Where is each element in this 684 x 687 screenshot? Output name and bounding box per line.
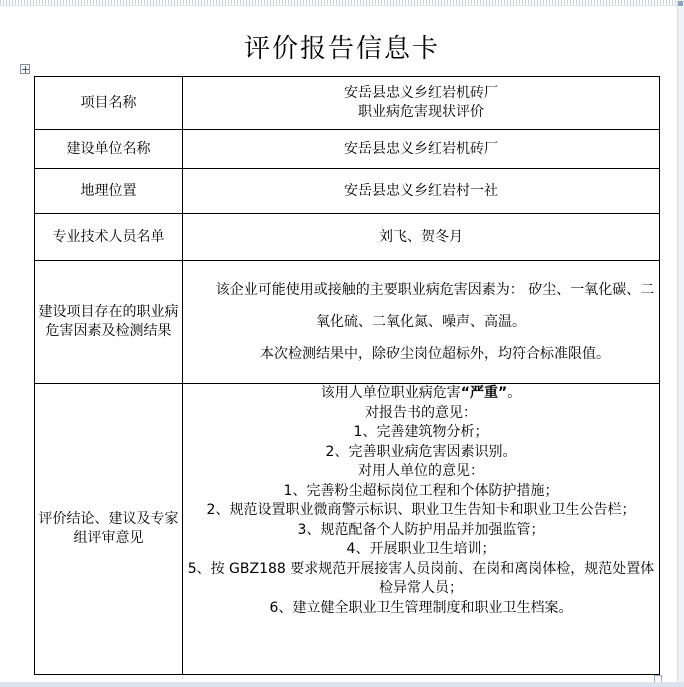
table-row-technicians xyxy=(35,214,660,261)
employer-opinion-item: 1、完善粉尘超标岗位工程和个体防护措施； xyxy=(283,482,559,499)
page-corner-marker xyxy=(678,1,683,6)
report-opinion-item: 1、完善建筑物分析； xyxy=(353,424,489,440)
hazards-label: 建设项目存在的职业病危害因素及检测结果 xyxy=(35,261,183,384)
page-edge-right xyxy=(677,0,684,687)
table-row-conclusion xyxy=(35,384,660,675)
construction-unit-label: 建设单位名称 xyxy=(35,130,183,169)
hazards-factors-paragraph: 该企业可能使用或接触的主要职业病危害因素为： 矽尘、一氧化碳、二氧化硫、二氧化氮、噪声、高温。 xyxy=(215,282,655,330)
employer-opinion-item: 3、规范配备个人防护用品并加强监管； xyxy=(297,521,545,538)
location-value: 安岳县忠义乡红岩村一社 xyxy=(183,169,660,214)
table-row-project-name xyxy=(35,77,660,130)
project-name-value-line1: 安岳县忠义乡红岩机砖厂 xyxy=(344,85,498,101)
report-opinion-item: 2、完善职业病危害因素识别。 xyxy=(325,443,517,460)
page-title: 评价报告信息卡 xyxy=(243,34,440,64)
severity-statement xyxy=(183,384,659,404)
construction-unit-value: 安岳县忠义乡红岩机砖厂 xyxy=(183,130,660,169)
table-row-hazards xyxy=(35,261,660,384)
info-card-table xyxy=(34,76,660,675)
hazards-results-paragraph: 本次检测结果中，除矽尘岗位超标外，均符合标准限值。 xyxy=(260,346,610,362)
severity-prefix: 该用人单位职业病危害 xyxy=(320,385,461,401)
project-name-label: 项目名称 xyxy=(35,77,183,130)
hazards-value xyxy=(183,261,660,384)
table-move-handle-icon[interactable] xyxy=(20,64,30,74)
project-name-value-line2: 职业病危害现状评价 xyxy=(358,104,484,120)
location-label: 地理位置 xyxy=(35,169,183,214)
severity-suffix: 。 xyxy=(507,385,522,401)
table-row-construction-unit xyxy=(35,130,660,169)
employer-opinion-item: 5、按 GBZ188 要求规范开展接害人员岗前、在岗和离岗体检，规范处置体检异常人员； xyxy=(187,560,655,596)
employer-opinion-item: 6、建立健全职业卫生管理制度和职业卫生档案。 xyxy=(269,599,573,616)
employer-opinions-heading: 对用人单位的意见： xyxy=(358,463,484,479)
employer-opinion-item: 2、规范设置职业微商警示标识、职业卫生告知卡和职业卫生公告栏； xyxy=(206,502,636,518)
table-row-location xyxy=(35,169,660,214)
technicians-value: 刘飞、贺冬月 xyxy=(183,214,660,261)
conclusion-label: 评价结论、建议及专家组评审意见 xyxy=(35,384,183,675)
severity-level: “严重” xyxy=(460,385,508,401)
conclusion-value xyxy=(183,384,660,675)
report-opinions-heading: 对报告书的意见： xyxy=(365,404,477,421)
employer-opinion-item: 4、开展职业卫生培训； xyxy=(346,541,496,557)
page-edge-top xyxy=(0,0,684,6)
technicians-label: 专业技术人员名单 xyxy=(35,214,183,261)
page-edge-bottom xyxy=(0,682,684,687)
project-name-value xyxy=(183,77,660,130)
